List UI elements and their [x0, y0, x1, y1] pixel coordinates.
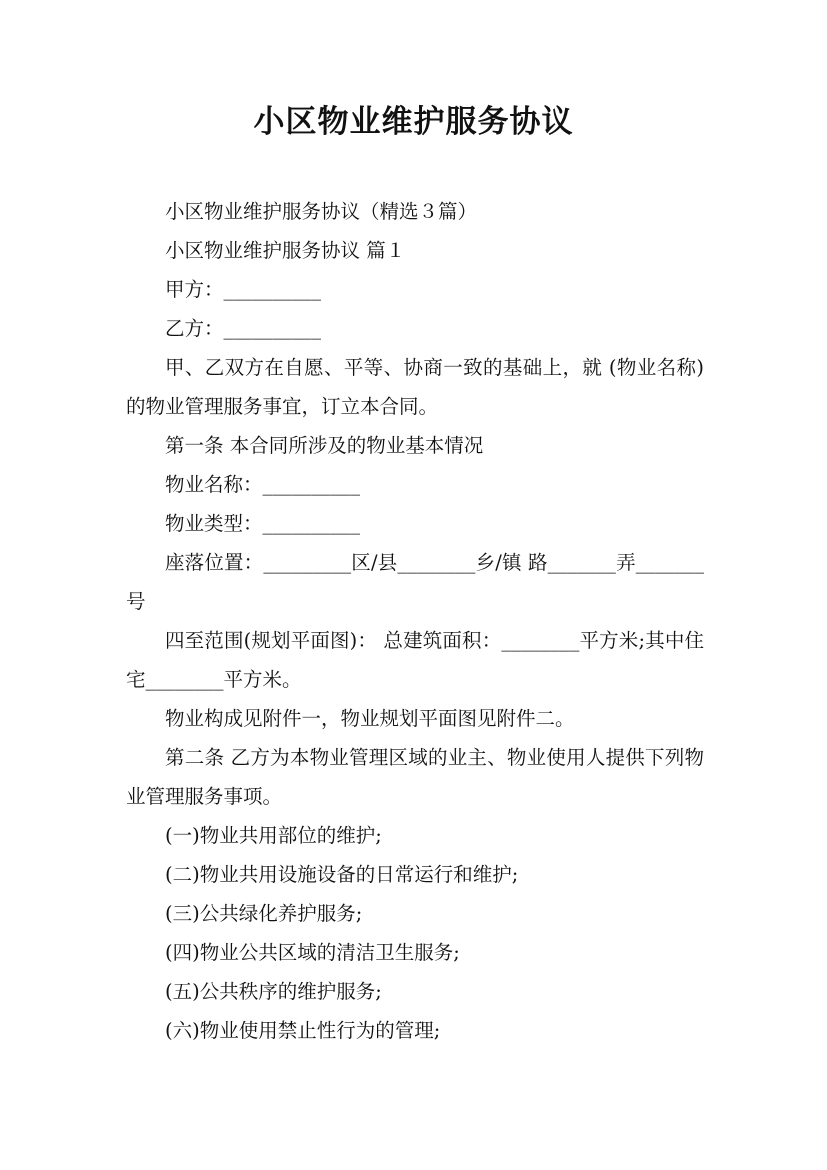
- property-name-line: 物业名称：__________: [165, 473, 361, 496]
- service-item-2: (二)物业共用设施设备的日常运行和维护;: [165, 863, 519, 886]
- property-composition-line: 物业构成见附件一，物业规划平面图见附件二。: [165, 707, 575, 730]
- property-location-line: 座落位置：_________区/县________乡/镇 路_______弄_______号: [126, 551, 704, 613]
- article-2-heading: 第二条 乙方为本物业管理区域的业主、物业使用人提供下列物业管理服务事项。: [126, 746, 704, 808]
- document-body: [126, 192, 704, 1050]
- document-title: 小区物业维护服务协议: [253, 104, 574, 140]
- article-1-heading: 第一条 本合同所涉及的物业基本情况: [165, 434, 484, 457]
- property-type-line: 物业类型：__________: [165, 512, 361, 535]
- party-a-line: 甲方：__________: [165, 278, 322, 301]
- property-boundary-line: 四至范围(规划平面图)： 总建筑面积：________平方米;其中住宅________平方米。: [126, 629, 704, 691]
- service-item-4: (四)物业公共区域的清洁卫生服务;: [165, 941, 460, 964]
- service-item-5: (五)公共秩序的维护服务;: [165, 980, 382, 1003]
- service-item-1: (一)物业共用部位的维护;: [165, 824, 382, 847]
- party-b-line: 乙方：__________: [165, 317, 322, 340]
- paragraph-section-heading: 小区物业维护服务协议 篇１: [165, 239, 406, 262]
- service-item-6: (六)物业使用禁止性行为的管理;: [165, 1019, 441, 1042]
- service-item-3: (三)公共绿化养护服务;: [165, 902, 363, 925]
- paragraph-subtitle: 小区物业维护服务协议（精选３篇）: [165, 200, 478, 223]
- paragraph-preamble: 甲、乙双方在自愿、平等、协商一致的基础上，就 (物业名称)的物业管理服务事宜，订立本合同。: [126, 356, 704, 418]
